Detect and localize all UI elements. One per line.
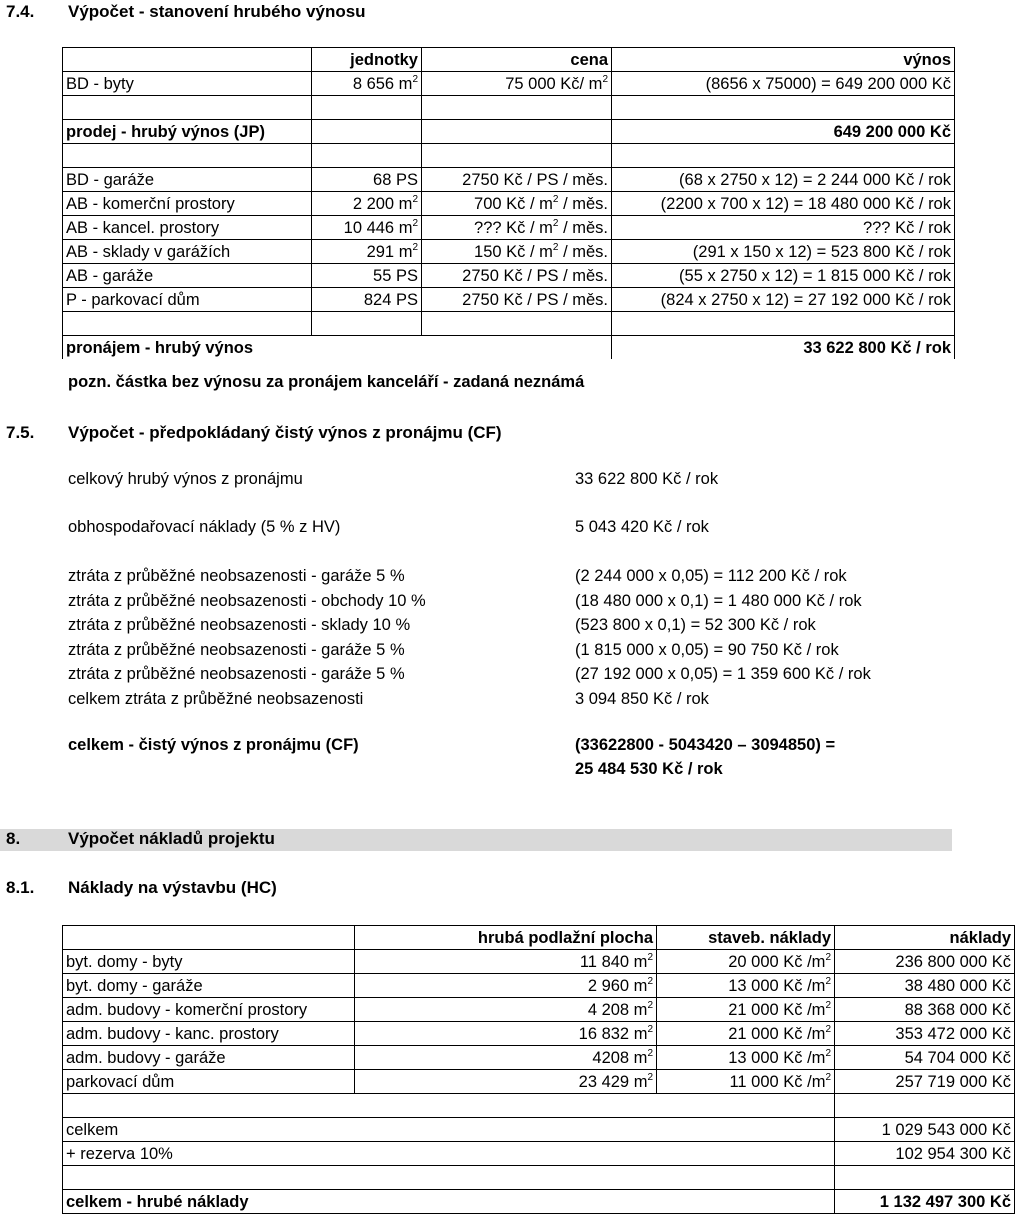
section-8-1-heading (6, 878, 946, 900)
vacancy-loss-label: celkem ztráta z průběžné neobsazenosti (68, 690, 364, 708)
row-units (312, 144, 422, 168)
row-label: celkem - hrubé náklady (63, 1190, 835, 1214)
row-label: byt. domy - byty (63, 950, 355, 974)
section-number: 8. (6, 829, 21, 848)
table-row (63, 312, 955, 336)
table-row (63, 950, 1015, 974)
row-area: 4 208 $m^2$ (355, 998, 657, 1022)
superscript: 2 (412, 193, 418, 205)
row-cost: 38 480 000 Kč (835, 974, 1015, 998)
vacancy-loss-value: (2 244 000 x 0,05) = 112 200 Kč / rok (575, 567, 847, 585)
row-yield (612, 312, 955, 336)
row-rate: 13 000 Kč $/m^2$ (657, 974, 835, 998)
row-rate: 11 000 Kč $/m^2$ (657, 1070, 835, 1094)
section-7-4-heading (6, 2, 946, 24)
row-units (312, 312, 422, 336)
row-yield: (55 x 2750 x 12) = 1 815 000 Kč / rok (612, 264, 955, 288)
total-row (63, 1118, 1015, 1142)
section-7-5-heading (6, 423, 946, 445)
superscript: 2 (647, 999, 653, 1011)
header-cell-rate: staveb. náklady (657, 926, 835, 950)
table-row (63, 288, 955, 312)
row-cost: 353 472 000 Kč (835, 1022, 1015, 1046)
table-row (63, 216, 955, 240)
header-cell-empty (63, 48, 312, 72)
row-label: byt. domy - garáže (63, 974, 355, 998)
row-label (63, 1166, 835, 1190)
vacancy-loss-value: (1 815 000 x 0,05) = 90 750 Kč / rok (575, 640, 839, 659)
superscript: 2 (602, 73, 608, 85)
row-price: 2750 Kč / PS / měs. (422, 288, 612, 312)
net-yield-value: 25 484 530 Kč / rok (575, 760, 723, 778)
row-yield: (291 x 150 x 12) = 523 800 Kč / rok (612, 240, 955, 264)
gross-yield-table (62, 47, 955, 359)
row-price: ??? Kč / $m^2$ / měs. (422, 216, 612, 240)
row-yield: 649 200 000 Kč (612, 120, 955, 144)
table-row (63, 168, 955, 192)
superscript: 2 (412, 73, 418, 85)
table-row (63, 120, 955, 144)
row-units: 8 656 $m^2$ (312, 72, 422, 96)
row-value: 1 029 543 000 Kč (835, 1118, 1015, 1142)
superscript: 2 (412, 241, 418, 253)
row-price (422, 312, 612, 336)
section-title: Výpočet - stanovení hrubého výnosu (68, 2, 366, 21)
net-yield-formula: (33622800 - 5043420 – 3094850) = (575, 736, 836, 754)
row-label (63, 144, 312, 168)
row-units (312, 96, 422, 120)
vacancy-loss-label: ztráta z průběžné neobsazenosti - garáže 5 % (68, 640, 405, 659)
row-rate: 21 000 Kč $/m^2$ (657, 1022, 835, 1046)
section-title: Náklady na výstavbu (HC) (68, 878, 277, 897)
superscript: 2 (552, 217, 559, 229)
row-label: prodej - hrubý výnos (JP) (63, 120, 312, 144)
table-header-row (63, 48, 955, 72)
row-label: BD - garáže (63, 168, 312, 192)
table-header-row (63, 926, 1015, 950)
superscript: 2 (647, 1023, 653, 1035)
management-costs-label: obhospodařovací náklady (5 % z HV) (68, 518, 341, 536)
table-row (63, 72, 955, 96)
superscript: 2 (825, 1023, 831, 1035)
row-price: 700 Kč / $m^2$ / měs. (422, 192, 612, 216)
header-cell-yield: výnos (612, 48, 955, 72)
row-label: BD - byty (63, 72, 312, 96)
row-label: AB - kancel. prostory (63, 216, 312, 240)
total-label: pronájem - hrubý výnos (63, 336, 612, 360)
row-label (63, 1094, 835, 1118)
table-row (63, 240, 955, 264)
table-row (63, 96, 955, 120)
table-row (63, 144, 955, 168)
row-area: 16 832 $m^2$ (355, 1022, 657, 1046)
vacancy-loss-label: ztráta z průběžné neobsazenosti - garáže 5 % (68, 665, 405, 684)
management-costs-value: 5 043 420 Kč / rok (575, 518, 709, 536)
grand-total-row (63, 1190, 1015, 1214)
row-price: 2750 Kč / PS / měs. (422, 168, 612, 192)
gross-yield-label: celkový hrubý výnos z pronájmu (68, 470, 303, 488)
row-cost: 257 719 000 Kč (835, 1070, 1015, 1094)
row-cost: 88 368 000 Kč (835, 998, 1015, 1022)
empty-row (63, 1094, 1015, 1118)
section-title: Výpočet - předpokládaný čistý výnos z pronájmu (CF) (68, 423, 502, 442)
section-number: 8.1. (6, 878, 35, 897)
superscript: 2 (825, 975, 831, 987)
section-number: 7.4. (6, 2, 35, 21)
row-yield: ??? Kč / rok (612, 216, 955, 240)
row-units: 55 PS (312, 264, 422, 288)
row-price: 75 000 Kč/ $m^2$ (422, 72, 612, 96)
vacancy-loss-label: ztráta z průběžné neobsazenosti - sklady 10 % (68, 616, 411, 635)
table-row (63, 998, 1015, 1022)
table-row (63, 1046, 1015, 1070)
vacancy-loss-value: (523 800 x 0,1) = 52 300 Kč / rok (575, 616, 816, 635)
row-units: 824 PS (312, 288, 422, 312)
section-number: 7.5. (6, 423, 35, 442)
header-cell-units: jednotky (312, 48, 422, 72)
empty-row (63, 1166, 1015, 1190)
row-value: 102 954 300 Kč (835, 1142, 1015, 1166)
superscript: 2 (412, 217, 418, 229)
net-yield-label: celkem - čistý výnos z pronájmu (CF) (68, 736, 359, 754)
row-value: 1 132 497 300 Kč (835, 1190, 1015, 1214)
row-label: AB - garáže (63, 264, 312, 288)
superscript: 2 (552, 241, 559, 253)
row-price: 2750 Kč / PS / měs. (422, 264, 612, 288)
superscript: 2 (825, 1047, 831, 1059)
row-label: AB - sklady v garážích (63, 240, 312, 264)
row-area: 11 840 $m^2$ (355, 950, 657, 974)
note: pozn. částka bez výnosu za pronájem kanceláří - zadaná neznámá (68, 373, 585, 391)
section-title: Výpočet nákladů projektu (68, 829, 275, 848)
row-area: 2 960 $m^2$ (355, 974, 657, 998)
row-cost: 236 800 000 Kč (835, 950, 1015, 974)
vacancy-loss-label: ztráta z průběžné neobsazenosti - garáže 5 % (68, 567, 405, 585)
row-units (312, 120, 422, 144)
row-yield: (8656 x 75000) = 649 200 000 Kč (612, 72, 955, 96)
table-row (63, 192, 955, 216)
row-price: 150 Kč / $m^2$ / měs. (422, 240, 612, 264)
row-units: 2 200 $m^2$ (312, 192, 422, 216)
row-label: adm. budovy - kanc. prostory (63, 1022, 355, 1046)
vacancy-loss-value: 3 094 850 Kč / rok (575, 690, 709, 708)
row-label: adm. budovy - komerční prostory (63, 998, 355, 1022)
superscript: 2 (647, 975, 653, 987)
row-yield: (824 x 2750 x 12) = 27 192 000 Kč / rok (612, 288, 955, 312)
superscript: 2 (825, 1071, 831, 1083)
header-cell-area: hrubá podlažní plocha (355, 926, 657, 950)
row-label: + rezerva 10% (63, 1142, 835, 1166)
table-row (63, 974, 1015, 998)
reserve-row (63, 1142, 1015, 1166)
row-label: P - parkovací dům (63, 288, 312, 312)
header-cell-cost: náklady (835, 926, 1015, 950)
table-total-row (63, 336, 955, 360)
row-price (422, 144, 612, 168)
row-area: 23 429 $m^2$ (355, 1070, 657, 1094)
superscript: 2 (647, 1047, 653, 1059)
section-8-heading (0, 829, 952, 851)
table-row (63, 1070, 1015, 1094)
vacancy-loss-label: ztráta z průběžné neobsazenosti - obchody 10 % (68, 591, 426, 610)
row-yield (612, 96, 955, 120)
row-price (422, 120, 612, 144)
row-units: 291 $m^2$ (312, 240, 422, 264)
row-units: 68 PS (312, 168, 422, 192)
row-units: 10 446 $m^2$ (312, 216, 422, 240)
superscript: 2 (825, 999, 831, 1011)
row-label (63, 96, 312, 120)
row-label: AB - komerční prostory (63, 192, 312, 216)
table-row (63, 264, 955, 288)
vacancy-loss-value: (18 480 000 x 0,1) = 1 480 000 Kč / rok (575, 591, 862, 610)
construction-costs-table (62, 925, 1015, 1214)
row-value (835, 1094, 1015, 1118)
superscript: 2 (552, 193, 559, 205)
row-label: adm. budovy - garáže (63, 1046, 355, 1070)
row-label (63, 312, 312, 336)
superscript: 2 (647, 1071, 653, 1083)
vacancy-loss-value: (27 192 000 x 0,05) = 1 359 600 Kč / rok (575, 665, 871, 684)
row-label: celkem (63, 1118, 835, 1142)
row-label: parkovací dům (63, 1070, 355, 1094)
row-yield (612, 144, 955, 168)
row-rate: 20 000 Kč $/m^2$ (657, 950, 835, 974)
header-cell-empty (63, 926, 355, 950)
row-yield: (68 x 2750 x 12) = 2 244 000 Kč / rok (612, 168, 955, 192)
row-cost: 54 704 000 Kč (835, 1046, 1015, 1070)
gross-yield-value: 33 622 800 Kč / rok (575, 470, 719, 488)
table-row (63, 1022, 1015, 1046)
row-area: 4208 $m^2$ (355, 1046, 657, 1070)
row-value (835, 1166, 1015, 1190)
row-price (422, 96, 612, 120)
total-value: 33 622 800 Kč / rok (612, 336, 955, 360)
superscript: 2 (825, 951, 831, 963)
row-rate: 21 000 Kč $/m^2$ (657, 998, 835, 1022)
superscript: 2 (647, 951, 653, 963)
header-cell-price: cena (422, 48, 612, 72)
row-yield: (2200 x 700 x 12) = 18 480 000 Kč / rok (612, 192, 955, 216)
row-rate: 13 000 Kč $/m^2$ (657, 1046, 835, 1070)
